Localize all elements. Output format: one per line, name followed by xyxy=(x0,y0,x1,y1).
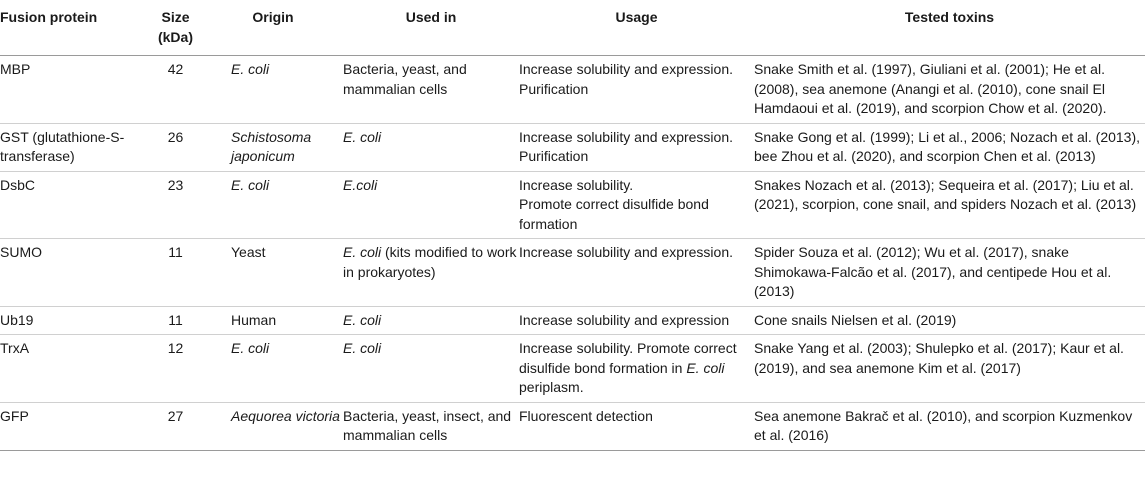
cell-toxins: Spider Souza et al. (2012); Wu et al. (2017), snake Shimokawa-Falcão et al. (2017), and centipede Hou et al. (2013) xyxy=(754,244,1112,299)
header-size-line1: Size xyxy=(161,9,190,25)
cell-used-in: Bacteria, yeast, and mammalian cells xyxy=(343,61,467,97)
cell-protein: DsbC xyxy=(0,176,36,193)
cell-toxins: Snake Yang et al. (2003); Shulepko et al. (2017); Kaur et al. (2019), and sea anemone Kim et al. (2017) xyxy=(754,340,1124,376)
cell-size: 27 xyxy=(167,407,184,424)
cell-size: 26 xyxy=(167,128,184,145)
table-row xyxy=(0,171,1145,239)
cell-protein: Ub19 xyxy=(0,311,34,328)
header-origin: Origin xyxy=(252,9,294,25)
cell-used-in: E.coli xyxy=(343,176,378,193)
cell-used-in: E. coli xyxy=(343,311,382,328)
table-row xyxy=(0,306,1145,335)
table-row xyxy=(0,402,1145,450)
cell-size: 11 xyxy=(168,244,183,260)
cell-toxins: Sea anemone Bakrač et al. (2010), and scorpion Kuzmenkov et al. (2016) xyxy=(754,407,1133,443)
cell-origin: E. coli xyxy=(231,61,270,77)
cell-toxins: Cone snails Nielsen et al. (2019) xyxy=(754,311,957,328)
cell-used-in: E. coli xyxy=(343,128,382,145)
usage-text: periplasm. xyxy=(519,379,584,395)
table-row xyxy=(0,56,1145,124)
used-in-organism: E. coli xyxy=(343,244,382,260)
header-size xyxy=(148,0,203,56)
cell-usage xyxy=(519,171,754,239)
cell-usage: Increase solubility and expression. Purification xyxy=(519,128,734,164)
cell-origin: Human xyxy=(231,311,277,328)
usage-organism: E. coli xyxy=(686,359,725,376)
cell-usage xyxy=(519,335,754,403)
header-size-line2: (kDa) xyxy=(157,29,193,45)
cell-protein: MBP xyxy=(0,61,31,77)
cell-size: 42 xyxy=(167,61,184,77)
header-row xyxy=(0,0,1145,56)
used-in-note: (kits modified to work in prokaryotes) xyxy=(343,244,517,280)
cell-toxins: Snakes Nozach et al. (2013); Sequeira et al. (2017); Liu et al. (2021), scorpion, cone snail, and spiders Nozach et al. (2013) xyxy=(754,176,1137,212)
usage-line: Promote correct disulfide bond formation xyxy=(519,196,709,232)
usage-text: Increase solubility. Promote correct disulfide bond formation in xyxy=(519,340,737,376)
cell-usage: Increase solubility and expression xyxy=(519,311,730,328)
cell-toxins: Snake Gong et al. (1999); Li et al., 2006; Nozach et al. (2013), bee Zhou et al. (2020), and scorpion Chen et al. (2013) xyxy=(754,128,1141,164)
header-tested-toxins: Tested toxins xyxy=(904,9,995,25)
table-row xyxy=(0,239,1145,307)
cell-origin: Yeast xyxy=(231,244,266,260)
cell-origin: Aequorea victoria xyxy=(231,407,340,424)
cell-usage: Increase solubility and expression. Purification xyxy=(519,61,734,97)
cell-usage: Increase solubility and expression. xyxy=(519,244,734,260)
header-fusion-protein: Fusion protein xyxy=(0,9,98,25)
usage-line: Increase solubility. xyxy=(519,176,634,193)
cell-toxins: Snake Smith et al. (1997), Giuliani et al. (2001); He et al. (2008), sea anemone (Anangi et al. (2010), cone snail El Hamdaoui et al. (2019), and scorpion Chow et al. (2020). xyxy=(754,61,1107,116)
cell-origin: E. coli xyxy=(231,340,270,356)
cell-origin: E. coli xyxy=(231,176,270,193)
cell-protein: SUMO xyxy=(0,244,42,260)
cell-size: 11 xyxy=(168,311,183,328)
header-usage: Usage xyxy=(615,9,658,25)
header-used-in: Used in xyxy=(405,9,457,25)
cell-used-in: E. coli xyxy=(343,340,382,356)
cell-protein: GST (glutathione-S-transferase) xyxy=(0,128,125,164)
cell-size: 12 xyxy=(167,340,184,356)
cell-usage: Fluorescent detection xyxy=(519,407,653,424)
cell-protein: GFP xyxy=(0,407,29,424)
cell-size: 23 xyxy=(167,176,184,193)
table-row xyxy=(0,335,1145,403)
cell-protein: TrxA xyxy=(0,340,30,356)
cell-used-in: Bacteria, yeast, insect, and mammalian cells xyxy=(343,407,512,443)
table-row xyxy=(0,123,1145,171)
cell-origin: Schistosoma japonicum xyxy=(231,128,312,164)
cell-used-in xyxy=(343,239,519,307)
